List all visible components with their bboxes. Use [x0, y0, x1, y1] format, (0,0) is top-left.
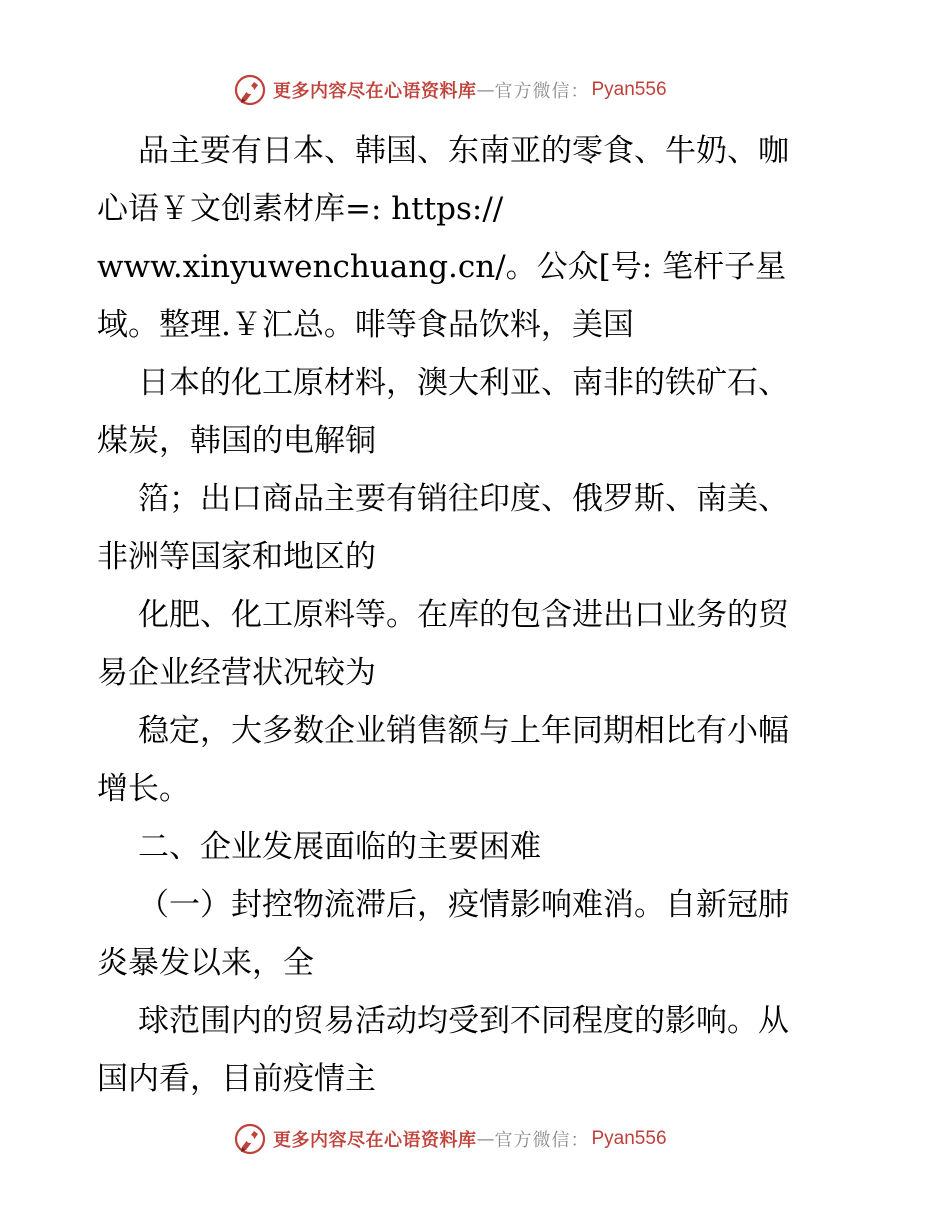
text-line: 易企业经营状况较为 [97, 655, 376, 691]
watermark-contact-id: Pyan556 [591, 79, 667, 100]
text-line: 二、企业发展面临的主要困难 [138, 829, 541, 865]
text-line: 增长。 [97, 771, 190, 807]
watermark-separator: — [476, 79, 495, 101]
text-line: 域。整理.￥汇总。啡等食品饮料，美国 [97, 307, 634, 343]
watermark-contact-id: Pyan556 [591, 1128, 667, 1149]
watermark-separator: — [476, 1128, 495, 1150]
text-line: 稳定，大多数企业销售额与上年同期相比有小幅 [138, 713, 789, 749]
watermark-brand: 更多内容尽在心语资料库 [273, 1130, 477, 1151]
pen-logo-icon [233, 1122, 267, 1156]
text-line: 国内看，目前疫情主 [97, 1061, 376, 1097]
document-body [97, 122, 857, 1108]
text-line: www.xinyuwenchuang.cn/。公众[号: 笔杆子星 [97, 249, 787, 285]
pen-logo-icon [233, 73, 267, 107]
watermark-brand: 更多内容尽在心语资料库 [273, 81, 477, 102]
watermark-contact-label: 官方微信： [494, 1130, 590, 1151]
footer-watermark [233, 1121, 667, 1157]
text-line: 炎暴发以来，全 [97, 945, 314, 981]
text-line: 品主要有日本、韩国、东南亚的零食、牛奶、咖 [138, 133, 789, 169]
text-line: 箔；出口商品主要有销往印度、俄罗斯、南美、 [138, 481, 789, 517]
text-line: 心语￥文创素材库=: https:// [97, 191, 504, 227]
text-line: 煤炭，韩国的电解铜 [97, 423, 376, 459]
text-line: （一）封控物流滞后，疫情影响难消。自新冠肺 [138, 887, 789, 923]
text-line: 化肥、化工原料等。在库的包含进出口业务的贸 [138, 597, 789, 633]
watermark-contact-label: 官方微信： [494, 81, 590, 102]
text-line: 非洲等国家和地区的 [97, 539, 376, 575]
header-watermark [233, 72, 667, 108]
text-line: 球范围内的贸易活动均受到不同程度的影响。从 [138, 1003, 789, 1039]
text-line: 日本的化工原材料，澳大利亚、南非的铁矿石、 [138, 365, 789, 401]
